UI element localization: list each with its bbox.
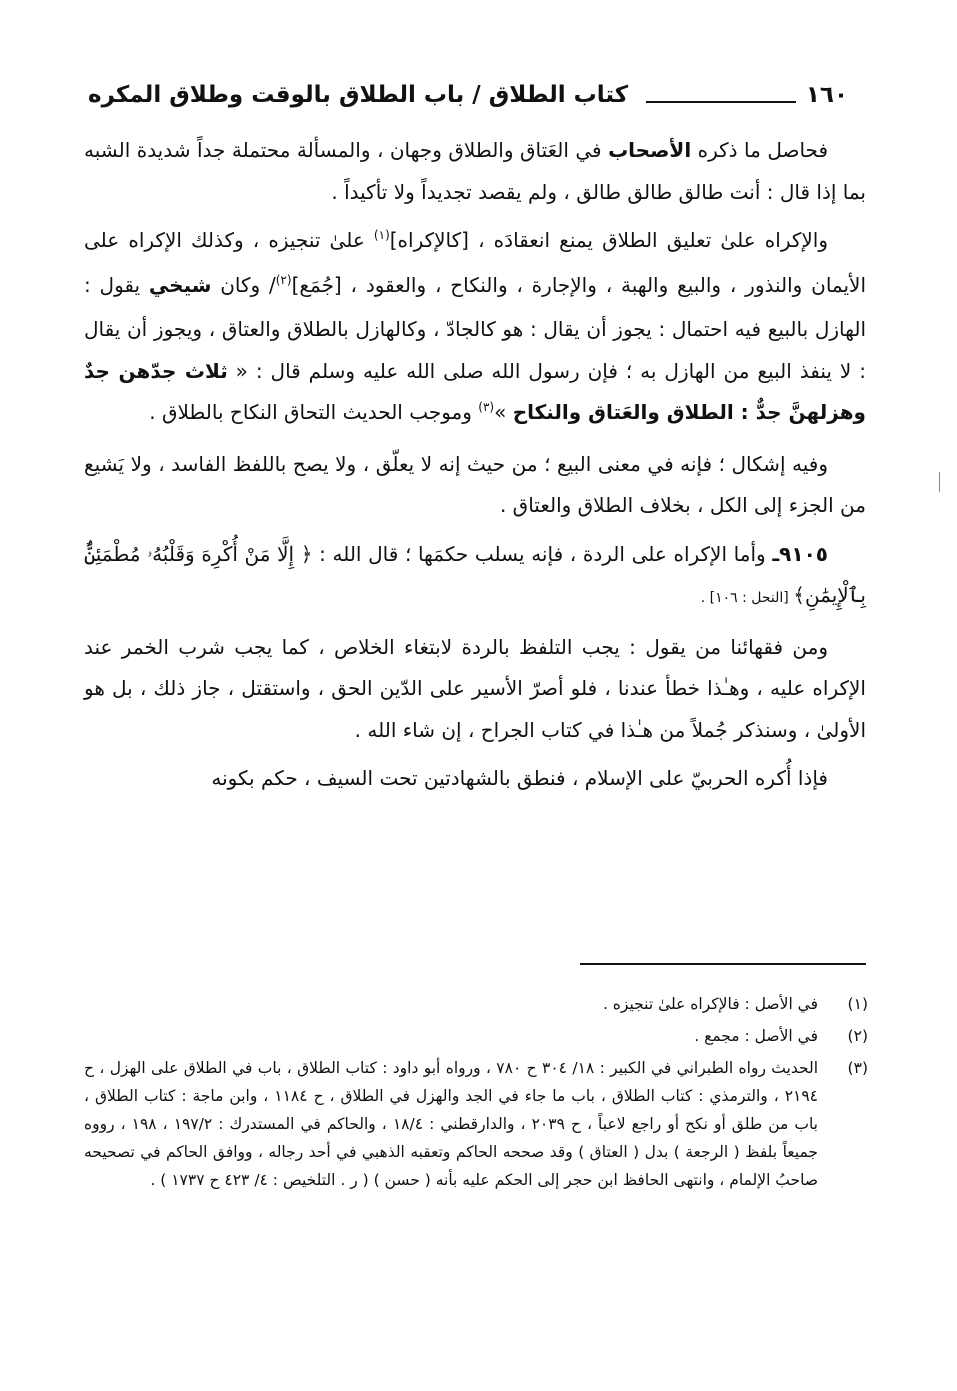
main-text [84,130,866,800]
text-span: علىٰ تنجيزه ، وكذلك الإكراه على الأيمان والنذور ، والبيع والهبة ، والإجارة ، والنكاح ، والعقود ، [جُمَع] [84,228,867,297]
text-span: / وكان [211,272,276,297]
scan-edge-mark [939,472,943,492]
paragraph-1 [84,130,866,213]
page-number: ١٦٠ [805,82,848,108]
page-header [88,78,858,114]
text-span: » [494,400,513,424]
text-span: وفيه إشكال ؛ فإنه في معنى البيع ؛ من حيث إنه لا يعلّق ، ولا يصح باللفظ الفاسد ، ولا يَشيع من الجزء إلى الكل ، بخلاف الطلاق والعتاق . [84,451,866,517]
bold-term: شيخي [148,272,212,297]
header-rule [646,101,796,103]
footnote-1 [84,990,868,1018]
footnote-ref-2: (٢) [275,272,292,287]
footnote-number: (٣) [847,1059,868,1077]
footnote-2 [84,1022,868,1050]
paragraph-2 [84,220,866,437]
footnotes [84,990,868,1198]
footnote-ref-3: (٣) [478,400,495,414]
running-title: كتاب الطلاق / باب الطلاق بالوقت وطلاق المكره [88,82,629,108]
text-span: والإكراه علىٰ تعليق الطلاق يمنع انعقادَه ، [كالإكراه] [389,228,828,252]
text-span: فإذا أُكره الحربيّ على الإسلام ، فنطق بالشهادتين تحت السيف ، حكم بكونه [211,766,828,790]
text-span: وموجب الحديث التحاق النكاح بالطلاق . [149,400,479,424]
paragraph-4 [84,534,866,620]
footnote-separator-line [580,963,866,965]
text-span: وأما الإكراه على الردة ، فإنه يسلب حكمَها ؛ قال الله : [312,541,773,566]
quran-verse: ﴿ إِلَّا مَنْ أُكْرِهَ وَقَلْبُهُۥ مُطْمَئِنٌّۢ بِٱلْإِيمَٰنِ﴾ [84,541,866,607]
section-number: ٩١٠٥ـ [772,541,828,566]
footnote-number: (١) [847,995,868,1013]
paragraph-5 [84,627,866,752]
footnote-text: في الأصل : مجمع . [694,1027,818,1045]
text-span: في العَتاق والطلاق وجهان ، والمسألة محتملة جداً شديدة الشبه بما إذا قال : أنت طالق طالق طالق ، ولم يقصد تجديداً ولا تأكيداً . [84,138,866,204]
footnote-ref-1: (١) [373,228,390,242]
paragraph-3 [84,444,866,527]
footnote-number: (٢) [847,1027,868,1045]
hadith-quote: ثلاث جدّهن جدٌ وهزلهنَّ جدٌّ : الطلاق والعَتاق والنكاح [84,358,866,424]
footnote-3 [84,1054,868,1194]
text-span: فحاصل ما ذكره [691,138,829,162]
text-span: يقول : الهازل بالبيع فيه احتمال : يجوز أن يقال : هو كالجادّ ، وكالهازل بالطلاق والعتاق ، ويجوز أن يقال : لا ينفذ البيع من الهازل به ؛ فإن رسول الله صلى الله عليه وسلم قال : « [84,272,866,383]
verse-reference: [النحل : ١٠٦] . [700,590,794,606]
bold-term: الأصحاب [608,138,692,162]
footnote-text: في الأصل : فالإكراه علىٰ تنجيزه . [602,995,818,1013]
footnote-text: الحديث رواه الطبراني في الكبير : ١٨/ ٣٠٤ ح ٧٨٠ ، ورواه أبو داود : كتاب الطلاق ، باب في الطلاق على الهزل ، ح ٢١٩٤ ، والترمذي : كتاب الطلاق ، باب ما جاء في الجد والهزل في الطلاق ، ح ١١٨٤ ، وابن ماجة : كتاب الطلاق ، باب من طلق أو نكح أو راجع لاعباً ، ح ٢٠٣٩ ، والدارقطني : ١٨/٤ ، والحاكم في المستدرك : ١٩٧/٢ ، ١٩٨ ، رووه جميعاً بلفظ ( الرجعة ) بدل ( العتاق ) وقد صححه الحاكم وتعقبه الذهبي في أحد رجاله ، ووافق الحاكم في تصحيحه صاحبُ الإلمام ، وانتهى الحافظ ابن حجر إلى الحكم عليه بأنه ( حسن ) ( ر . التلخيص : ٤/ ٤٢٣ ح ١٧٣٧ ) . [84,1059,818,1189]
text-span: ومن فقهائنا من يقول : يجب التلفظ بالردة لابتغاء الخلاص ، كما يجب شرب الخمر عند الإكراه عليه ، وهـٰذا خطأ عندنا ، فلو أصرّ الأسير على الدّين الحق ، واستقتل ، جاز ذلك ، بل هو الأولىٰ ، وسنذكر جُملاً من هـٰذا في كتاب الجراح ، إن شاء الله . [84,634,866,742]
paragraph-6 [84,758,866,800]
